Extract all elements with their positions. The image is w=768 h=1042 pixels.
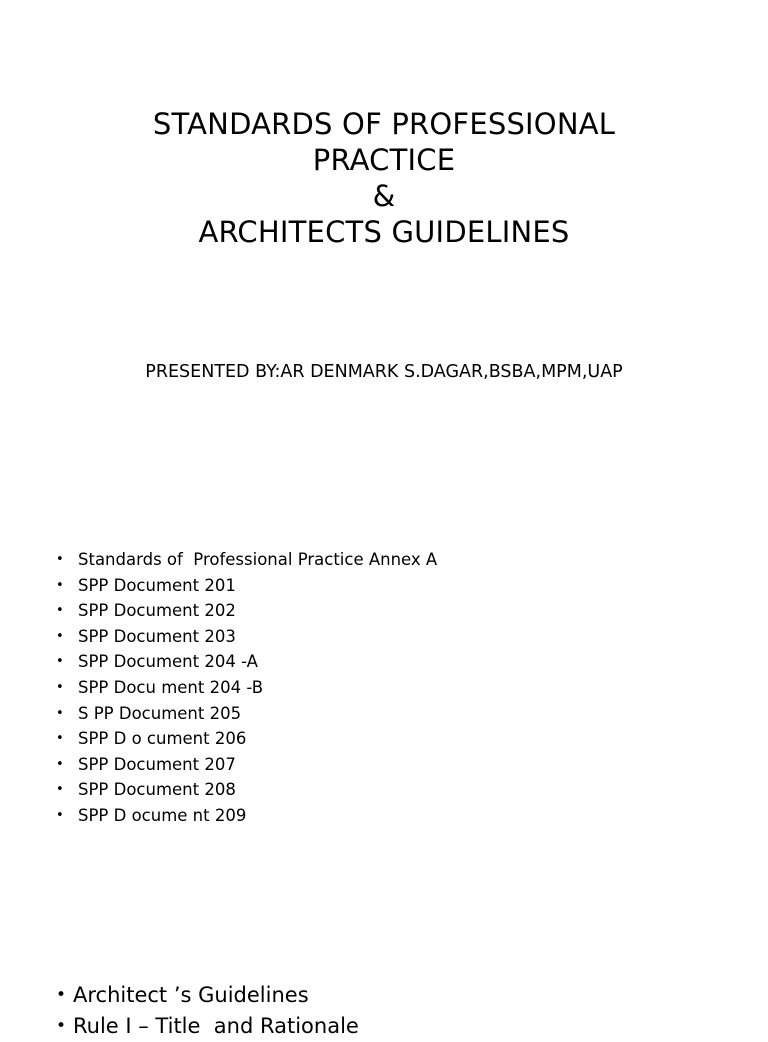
bullet-icon: • xyxy=(56,552,64,567)
list-item xyxy=(56,573,437,599)
bullet-icon: • xyxy=(56,782,64,798)
list-item xyxy=(56,1011,359,1042)
bullet-icon: • xyxy=(56,628,64,644)
list-item-label: Architect ’s Guidelines xyxy=(73,983,309,1007)
list-item xyxy=(56,752,437,778)
bullet-icon: • xyxy=(56,705,64,721)
list-item xyxy=(56,649,437,675)
bullet-icon: • xyxy=(56,603,64,619)
bullet-icon: • xyxy=(56,577,64,593)
list-item-label: SPP Document 204 -A xyxy=(78,652,258,672)
list-item-label: SPP Document 203 xyxy=(78,626,236,646)
bullet-icon: • xyxy=(56,756,64,772)
list-item xyxy=(56,777,437,803)
title-line: STANDARDS OF PROFESSIONAL xyxy=(152,107,616,141)
list-item xyxy=(56,803,437,829)
bullet-icon: • xyxy=(56,807,64,823)
list-item-label: SPP D o cument 206 xyxy=(78,729,247,749)
list-item-label: SPP Document 208 xyxy=(78,780,236,800)
list-item-label: SPP Document 207 xyxy=(78,754,236,774)
title-line: & xyxy=(372,179,396,213)
list-item xyxy=(56,726,437,752)
bullet-icon: • xyxy=(56,985,67,1005)
list-item-label: SPP Docu ment 204 -B xyxy=(78,677,264,697)
bullet-icon: • xyxy=(56,731,64,747)
title-line: ARCHITECTS GUIDELINES xyxy=(198,215,570,249)
list-item xyxy=(56,701,437,727)
list-item xyxy=(56,675,437,701)
list-item xyxy=(56,624,437,650)
list-item-label: Rule I – Title and Rationale xyxy=(73,1014,359,1038)
list-item-label: SPP D ocume nt 209 xyxy=(78,805,247,825)
document-list xyxy=(56,547,437,829)
list-item-label: SPP Document 201 xyxy=(78,575,236,595)
list-item-label: Standards of Professional Practice Annex A xyxy=(78,550,438,569)
list-item xyxy=(56,547,437,573)
bullet-icon: • xyxy=(56,654,64,670)
list-item-label: S PP Document 205 xyxy=(78,703,242,723)
bullet-icon: • xyxy=(56,679,64,695)
list-item-label: SPP Document 202 xyxy=(78,601,236,621)
guidelines-list xyxy=(56,980,359,1042)
list-item xyxy=(56,598,437,624)
document-title xyxy=(0,106,768,250)
presenter-line: PRESENTED BY:AR DENMARK S.DAGAR,BSBA,MPM,UAP xyxy=(145,362,623,382)
bullet-icon: • xyxy=(56,1016,67,1036)
list-item xyxy=(56,980,359,1011)
title-line: PRACTICE xyxy=(312,143,456,177)
